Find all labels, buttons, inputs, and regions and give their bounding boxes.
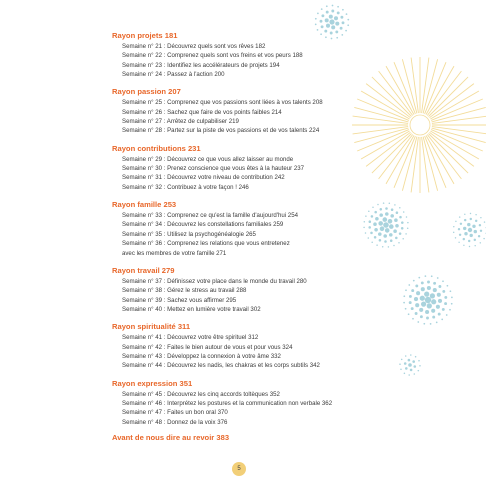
toc-entry: Semaine n° 37 : Définissez votre place dans le monde du travail 280: [122, 277, 307, 285]
dot-cluster-edge: [453, 213, 486, 247]
toc-section: [112, 86, 402, 135]
toc-entry: Semaine n° 36 : Comprenez les relations que vous entretenez: [122, 240, 290, 248]
dot-cluster-lower: [403, 275, 453, 325]
section-title: Rayon famille 253: [112, 200, 177, 210]
toc-entry: avec les membres de votre famille 271: [122, 249, 227, 257]
page-number-badge: 5: [232, 462, 246, 476]
toc-entry: Semaine n° 34 : Découvrez les constellations familiales 259: [122, 221, 284, 229]
toc-entry: Semaine n° 47 : Faites un bon oral 370: [122, 409, 228, 417]
toc-entry: Semaine n° 42 : Faites le bien autour de vous et pour vous 324: [122, 343, 293, 351]
toc-section: [112, 30, 402, 79]
toc-section: [112, 321, 402, 370]
sunburst-center: [410, 115, 430, 135]
toc-entry: Semaine n° 41 : Découvrez votre être spirituel 312: [122, 334, 259, 342]
toc-entry: Semaine n° 39 : Sachez vous affirmer 295: [122, 296, 237, 304]
final-chapter-title: Avant de nous dire au revoir 383: [112, 433, 230, 442]
toc-entry: Semaine n° 29 : Découvrez ce que vous allez laisser au monde: [122, 155, 294, 163]
section-title: Rayon spiritualité 311: [112, 322, 191, 332]
toc-entry: Semaine n° 32 : Contribuez à votre façon ! 246: [122, 183, 249, 191]
toc-entry: Semaine n° 24 : Passez à l'action 200: [122, 71, 225, 79]
toc-entry: Semaine n° 44 : Découvrez les nadis, les chakras et les corps subtils 342: [122, 362, 320, 370]
section-title: Rayon contributions 231: [112, 143, 201, 153]
toc-entry: Semaine n° 25 : Comprenez que vos passions sont liées à vos talents 208: [122, 99, 323, 107]
toc-entry: Semaine n° 35 : Utilisez la psychogénéalogie 265: [122, 230, 256, 238]
dot-cluster-small: [399, 354, 421, 376]
toc-entry: Semaine n° 38 : Gérez le stress au travail 288: [122, 287, 247, 295]
toc-entry: Semaine n° 40 : Mettez en lumière votre travail 302: [122, 305, 261, 313]
toc-entry: Semaine n° 26 : Sachez que faire de vos points faibles 214: [122, 108, 282, 116]
toc-entry: Semaine n° 23 : Identifiez les accélérateurs de projets 194: [122, 61, 280, 69]
toc-section: [112, 378, 402, 427]
toc-entry: Semaine n° 31 : Découvrez votre niveau de contribution 242: [122, 174, 285, 182]
section-title: Rayon projets 181: [112, 31, 178, 40]
section-title: Rayon travail 279: [112, 265, 175, 275]
toc-entry: Semaine n° 33 : Comprenez ce qu'est la famille d'aujourd'hui 254: [122, 212, 298, 220]
toc-entry: Semaine n° 27 : Arrêtez de culpabiliser 219: [122, 118, 239, 126]
toc-entry: Semaine n° 28 : Partez sur la piste de vos passions et de vos talents 224: [122, 127, 320, 135]
toc-entry: Semaine n° 46 : Interprétez les postures et la communication non verbale 362: [122, 399, 333, 407]
toc-entry: Semaine n° 30 : Prenez conscience que vous êtes à la hauteur 237: [122, 165, 304, 173]
section-title: Rayon passion 207: [112, 87, 181, 97]
toc-entry: Semaine n° 45 : Découvrez les cinq accords toltèques 352: [122, 390, 280, 398]
toc-section: [112, 143, 402, 192]
toc-section: [112, 199, 402, 258]
toc-entry: Semaine n° 43 : Développez la connexion à votre âme 332: [122, 352, 281, 360]
toc-entry: Semaine n° 22 : Comprenez quels sont vos freins et vos peurs 188: [122, 52, 303, 60]
toc-section: [112, 265, 402, 314]
toc-entry: Semaine n° 21 : Découvrez quels sont vos rêves 182: [122, 43, 266, 50]
section-title: Rayon expression 351: [112, 378, 193, 388]
toc-entry: Semaine n° 48 : Donnez de la voix 376: [122, 418, 228, 426]
table-of-contents: [112, 30, 402, 427]
